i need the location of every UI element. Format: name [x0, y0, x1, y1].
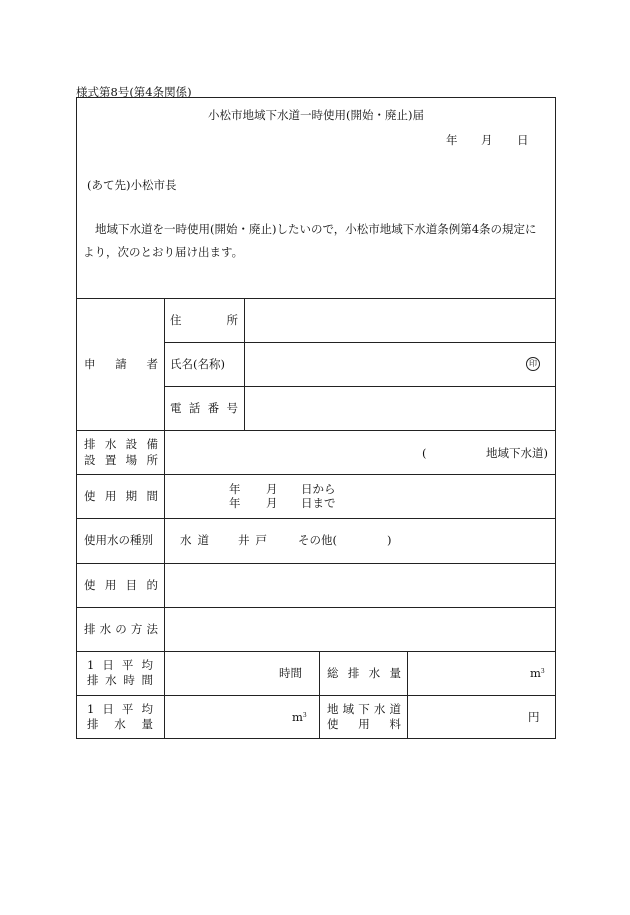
- rule-bottom-mid-col: [319, 651, 320, 738]
- name-label: 氏名(名称): [170, 357, 225, 371]
- period-to-year: 年: [229, 496, 241, 510]
- date-day: 日: [517, 133, 529, 147]
- location-suffix: 地域下水道): [486, 446, 548, 460]
- period-from-year: 年: [229, 482, 241, 496]
- phone-label: 電 話 番 号: [170, 401, 238, 415]
- total-volume-unit: $m^3$: [530, 666, 545, 680]
- fee-label: 地 域 下 水 道 使 用 料: [327, 702, 401, 731]
- fee-unit: 円: [528, 710, 540, 724]
- water-type-close-paren: ): [387, 533, 392, 547]
- water-type-option-well[interactable]: 井戸: [238, 533, 273, 547]
- seal-mark: 印: [526, 357, 540, 371]
- water-type-label: 使用水の種別: [84, 533, 153, 547]
- form-number: 様式第8号(第4条関係): [76, 85, 192, 99]
- phone-field[interactable]: [245, 387, 555, 430]
- daily-hours-unit: 時間: [279, 666, 302, 680]
- method-label: 排 水 の 方 法: [84, 622, 158, 636]
- water-type-option-tap[interactable]: 水道: [180, 533, 215, 547]
- daily-volume-label: 1 日 平 均 排 水 量: [87, 702, 153, 731]
- period-label: 使 用 期 間: [84, 489, 158, 503]
- rule-location-bottom: [77, 474, 555, 475]
- form-frame: [76, 97, 556, 739]
- period-from-month: 月: [266, 482, 278, 496]
- total-volume-label: 総 排 水 量: [327, 666, 401, 680]
- rule-period-bottom: [77, 518, 555, 519]
- water-type-option-other[interactable]: その他(: [298, 533, 337, 547]
- date-month: 月: [481, 133, 493, 147]
- address-field[interactable]: [245, 299, 555, 342]
- purpose-field[interactable]: [165, 564, 555, 607]
- address-label: 住 所: [170, 313, 238, 327]
- applicant-label: 申 請 者: [84, 357, 158, 371]
- location-open-paren: (: [422, 446, 427, 460]
- daily-hours-label: 1 日 平 均 排 水 時 間: [87, 658, 153, 687]
- form-title: 小松市地域下水道一時使用(開始・廃止)届: [208, 108, 424, 122]
- date-year: 年: [446, 133, 458, 147]
- period-to-day: 日まで: [301, 496, 336, 510]
- body-text-line1: 地域下水道を一時使用(開始・廃止)したいので，小松市地域下水道条例第4条の規定に: [95, 222, 537, 236]
- addressee: (あて先)小松市長: [87, 178, 177, 192]
- purpose-label: 使 用 目 的: [84, 578, 158, 592]
- daily-volume-unit: $m^3$: [292, 710, 307, 724]
- name-field[interactable]: [245, 343, 555, 386]
- body-text-line2: より，次のとおり届け出ます。: [83, 245, 244, 259]
- method-field[interactable]: [165, 608, 555, 651]
- period-from-day: 日から: [301, 482, 336, 496]
- drainage-location-label: 排 水 設 備 設 置 場 所: [84, 437, 158, 467]
- period-to-month: 月: [266, 496, 278, 510]
